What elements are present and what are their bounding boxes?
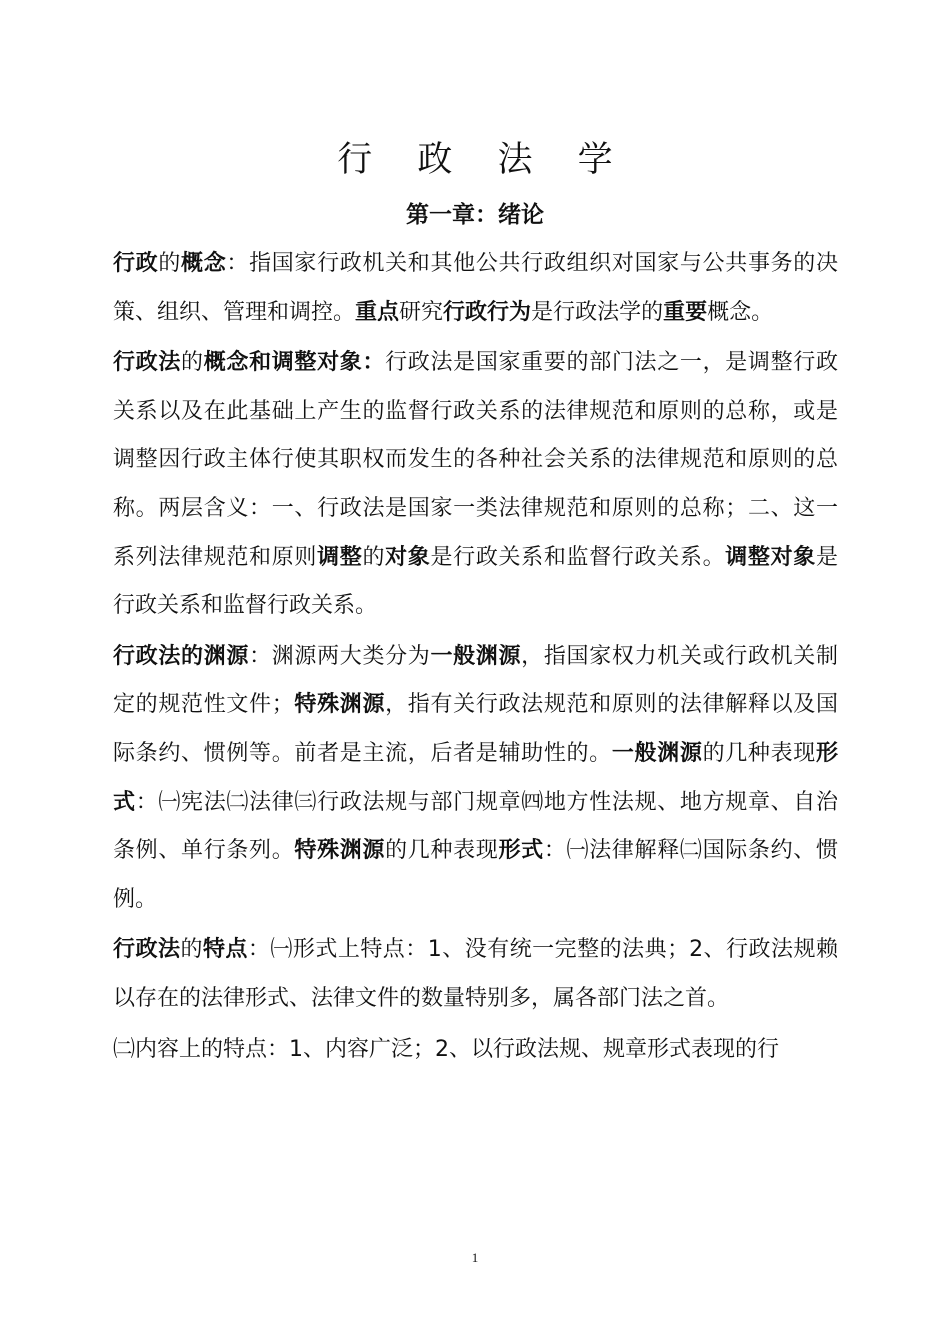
document-title: 行 政 法 学 — [337, 140, 630, 180]
paragraph-text: ：㈠形式上特点：1、没有统一完整的法典；2、行政法规赖以存在的法律形式、法律文件的数量特别多，属各部门法之首。 — [113, 937, 838, 1011]
paragraph-text: ：指国家行政机关和其他公共行政组织对国家与公共事务的决策、组织、管理和调控。 — [113, 251, 838, 325]
paragraph-text: 研究 — [399, 299, 444, 325]
bold-term: 一般渊源 — [611, 740, 703, 766]
bold-term: 调整对象 — [725, 544, 816, 570]
paragraph — [113, 1026, 838, 1075]
bold-term: 对象 — [385, 544, 431, 570]
chapter-heading: 第一章：绪论 — [406, 202, 544, 228]
paragraph-text: 行政法是国家重要的部门法之一，是调整行政关系以及在此基础上产生的监督行政关系的法律规范和原则的总称，或是调整因行政主体行使其职权而发生的各种社会关系的法律规范和原则的总称。两层含义：一、行政法是国家一类法律规范和原则的总称；二、这一系列法律规范和原则 — [113, 350, 838, 570]
paragraph-text: 的 — [181, 350, 204, 376]
bold-term: 形式 — [498, 838, 544, 864]
paragraph — [113, 633, 838, 925]
paragraph — [113, 339, 838, 631]
paragraph-text: 的几种表现 — [702, 740, 816, 766]
paragraph — [113, 240, 838, 337]
paragraph-text: ：㈠宪法㈡法律㈢行政法规与部门规章㈣地方性法规、地方规章、自治条例、单行条列。 — [113, 789, 838, 864]
bold-term: 特点 — [202, 937, 248, 963]
bold-term: 重点 — [355, 299, 400, 325]
bold-term: 行政法 — [113, 937, 181, 963]
paragraph-text: 概念。 — [707, 299, 774, 325]
bold-term: 概念和调整对象： — [203, 350, 386, 376]
paragraph-text: ：㈠法律解释㈡国际条约、惯例。 — [113, 838, 838, 912]
document-body — [113, 240, 838, 1076]
bold-term: 重要 — [663, 299, 708, 325]
paragraph-text: 的 — [362, 544, 386, 570]
bold-term: 一般渊源 — [430, 643, 522, 669]
bold-term: 概念 — [181, 251, 227, 276]
paragraph-text: 的 — [180, 937, 203, 963]
paragraph-text: ：渊源两大类分为 — [249, 643, 431, 669]
bold-term: 行政法的渊源 — [113, 643, 250, 669]
bold-term: 调整 — [317, 544, 363, 570]
bold-term: 行政 — [113, 251, 159, 276]
page-number: 1 — [471, 1250, 479, 1265]
paragraph-text: 是行政关系和监督行政关系。 — [113, 544, 838, 619]
bold-term: 特殊渊源 — [293, 692, 386, 718]
bold-term: 特殊渊源 — [294, 838, 386, 864]
bold-term: 行政法 — [113, 350, 182, 376]
paragraph — [113, 926, 838, 1023]
paragraph-text: 的几种表现 — [385, 838, 499, 864]
paragraph-text: ，指国家权力机关或行政机关制定的规范性文件； — [113, 643, 838, 718]
paragraph-text: ，指有关行政法规范和原则的法律解释以及国际条约、惯例等。前者是主流，后者是辅助性的。 — [113, 692, 838, 766]
paragraph-text: 是行政法学的 — [531, 299, 664, 325]
paragraph-text: 是行政关系和监督行政关系。 — [430, 544, 726, 570]
bold-term: 形式 — [113, 740, 838, 815]
bold-term: 行政行为 — [443, 299, 532, 325]
paragraph-text: ㈡内容上的特点：1、内容广泛；2、以行政法规、规章形式表现的行 — [113, 1036, 779, 1062]
paragraph-text: 的 — [158, 251, 182, 276]
